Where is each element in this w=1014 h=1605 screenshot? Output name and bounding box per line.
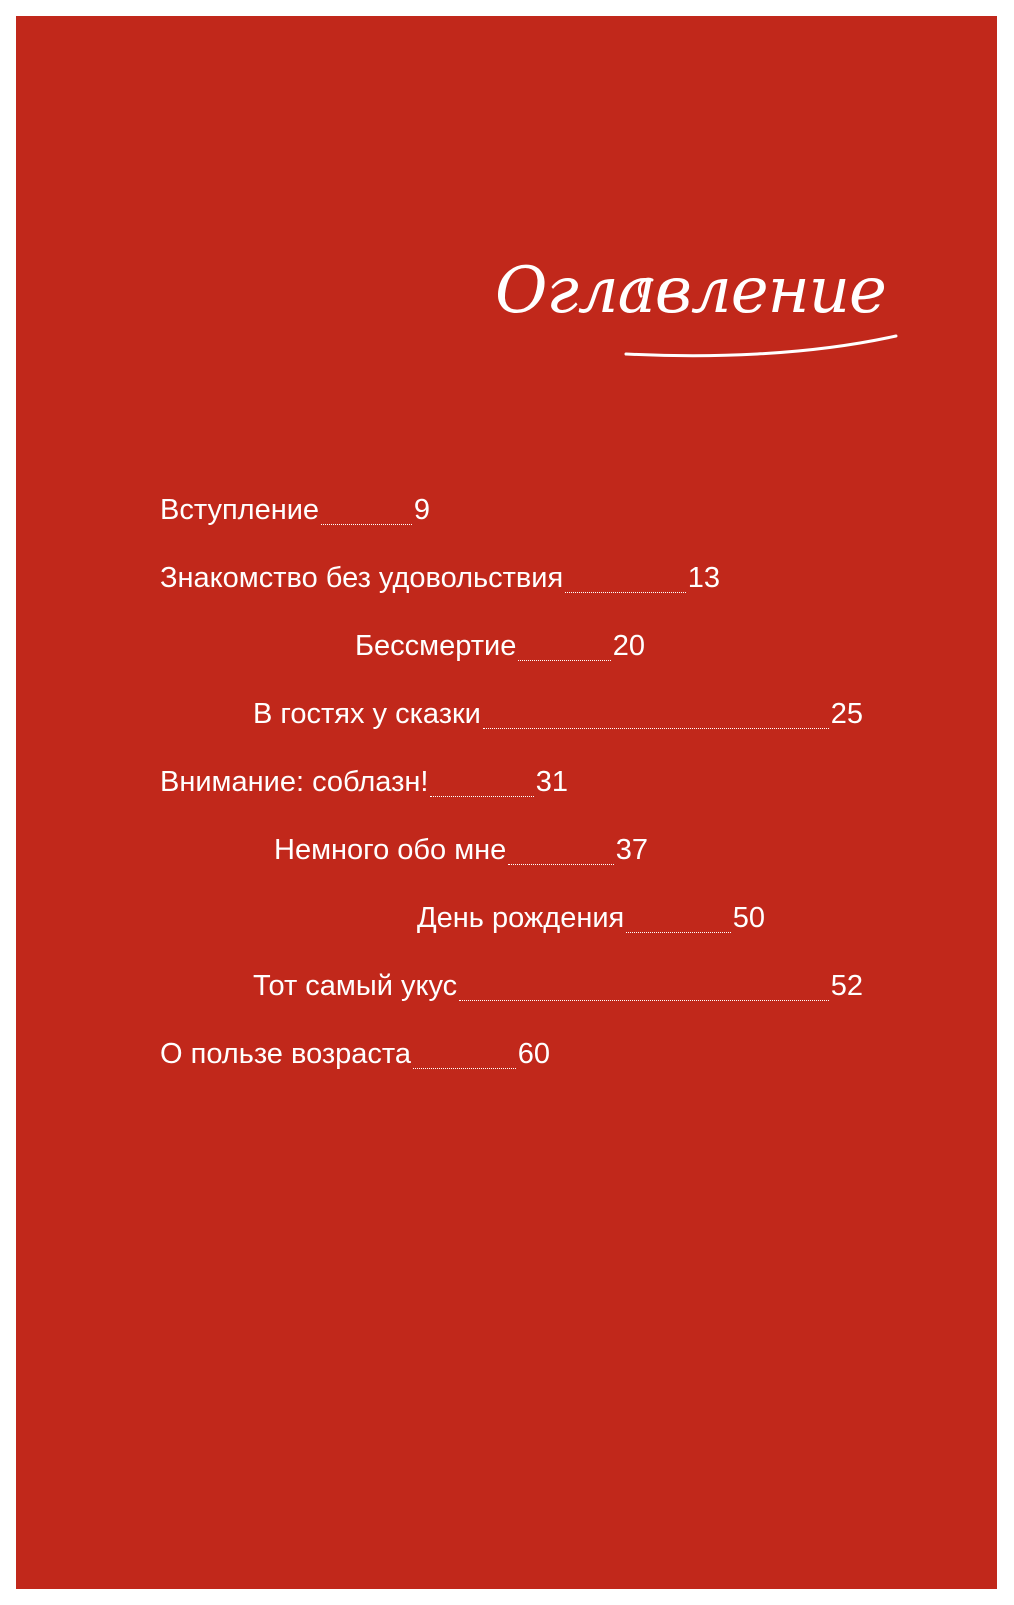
toc-entry-title: Бессмертие [355,630,517,662]
contents-page [16,16,997,1589]
toc-entry-6[interactable] [274,834,648,874]
toc-entry-title: О пользе возраста [160,1038,412,1070]
toc-entry-page: 31 [535,766,568,798]
toc-entry-page: 52 [830,970,863,1002]
toc-entry-page: 37 [615,834,648,866]
dot-leader [430,796,533,797]
dot-leader [626,932,730,933]
toc-entry-3[interactable] [355,630,645,670]
toc-entry-page: 13 [687,562,720,594]
dot-leader [321,524,412,525]
toc-entry-8[interactable] [253,970,863,1010]
dot-leader [508,864,613,865]
toc-entry-page: 9 [413,494,430,526]
dot-leader [518,660,610,661]
toc-entry-page: 50 [732,902,765,934]
toc-entry-1[interactable] [160,494,430,534]
toc-entry-title: Внимание: соблазн! [160,766,429,798]
toc-entry-5[interactable] [160,766,568,806]
title-flourish-icon [486,266,906,396]
toc-entry-title: День рождения [417,902,625,934]
toc-entry-page: 60 [517,1038,550,1070]
toc-entry-title: Вступление [160,494,320,526]
toc-entry-title: Тот самый укус [253,970,458,1002]
toc-entry-title: В гостях у сказки [253,698,481,730]
dot-leader [483,728,829,729]
dot-leader [413,1068,516,1069]
dot-leader [565,592,686,593]
toc-entry-title: Знакомство без удовольствия [160,562,564,594]
toc-entry-2[interactable] [160,562,720,602]
toc-entry-7[interactable] [417,902,765,942]
toc-entry-9[interactable] [160,1038,550,1078]
toc-entry-4[interactable] [253,698,863,738]
page-title: Оглавление [495,254,886,328]
dot-leader [459,1000,829,1001]
toc-entry-title: Немного обо мне [274,834,507,866]
toc-entry-page: 25 [830,698,863,730]
toc-entry-page: 20 [612,630,645,662]
